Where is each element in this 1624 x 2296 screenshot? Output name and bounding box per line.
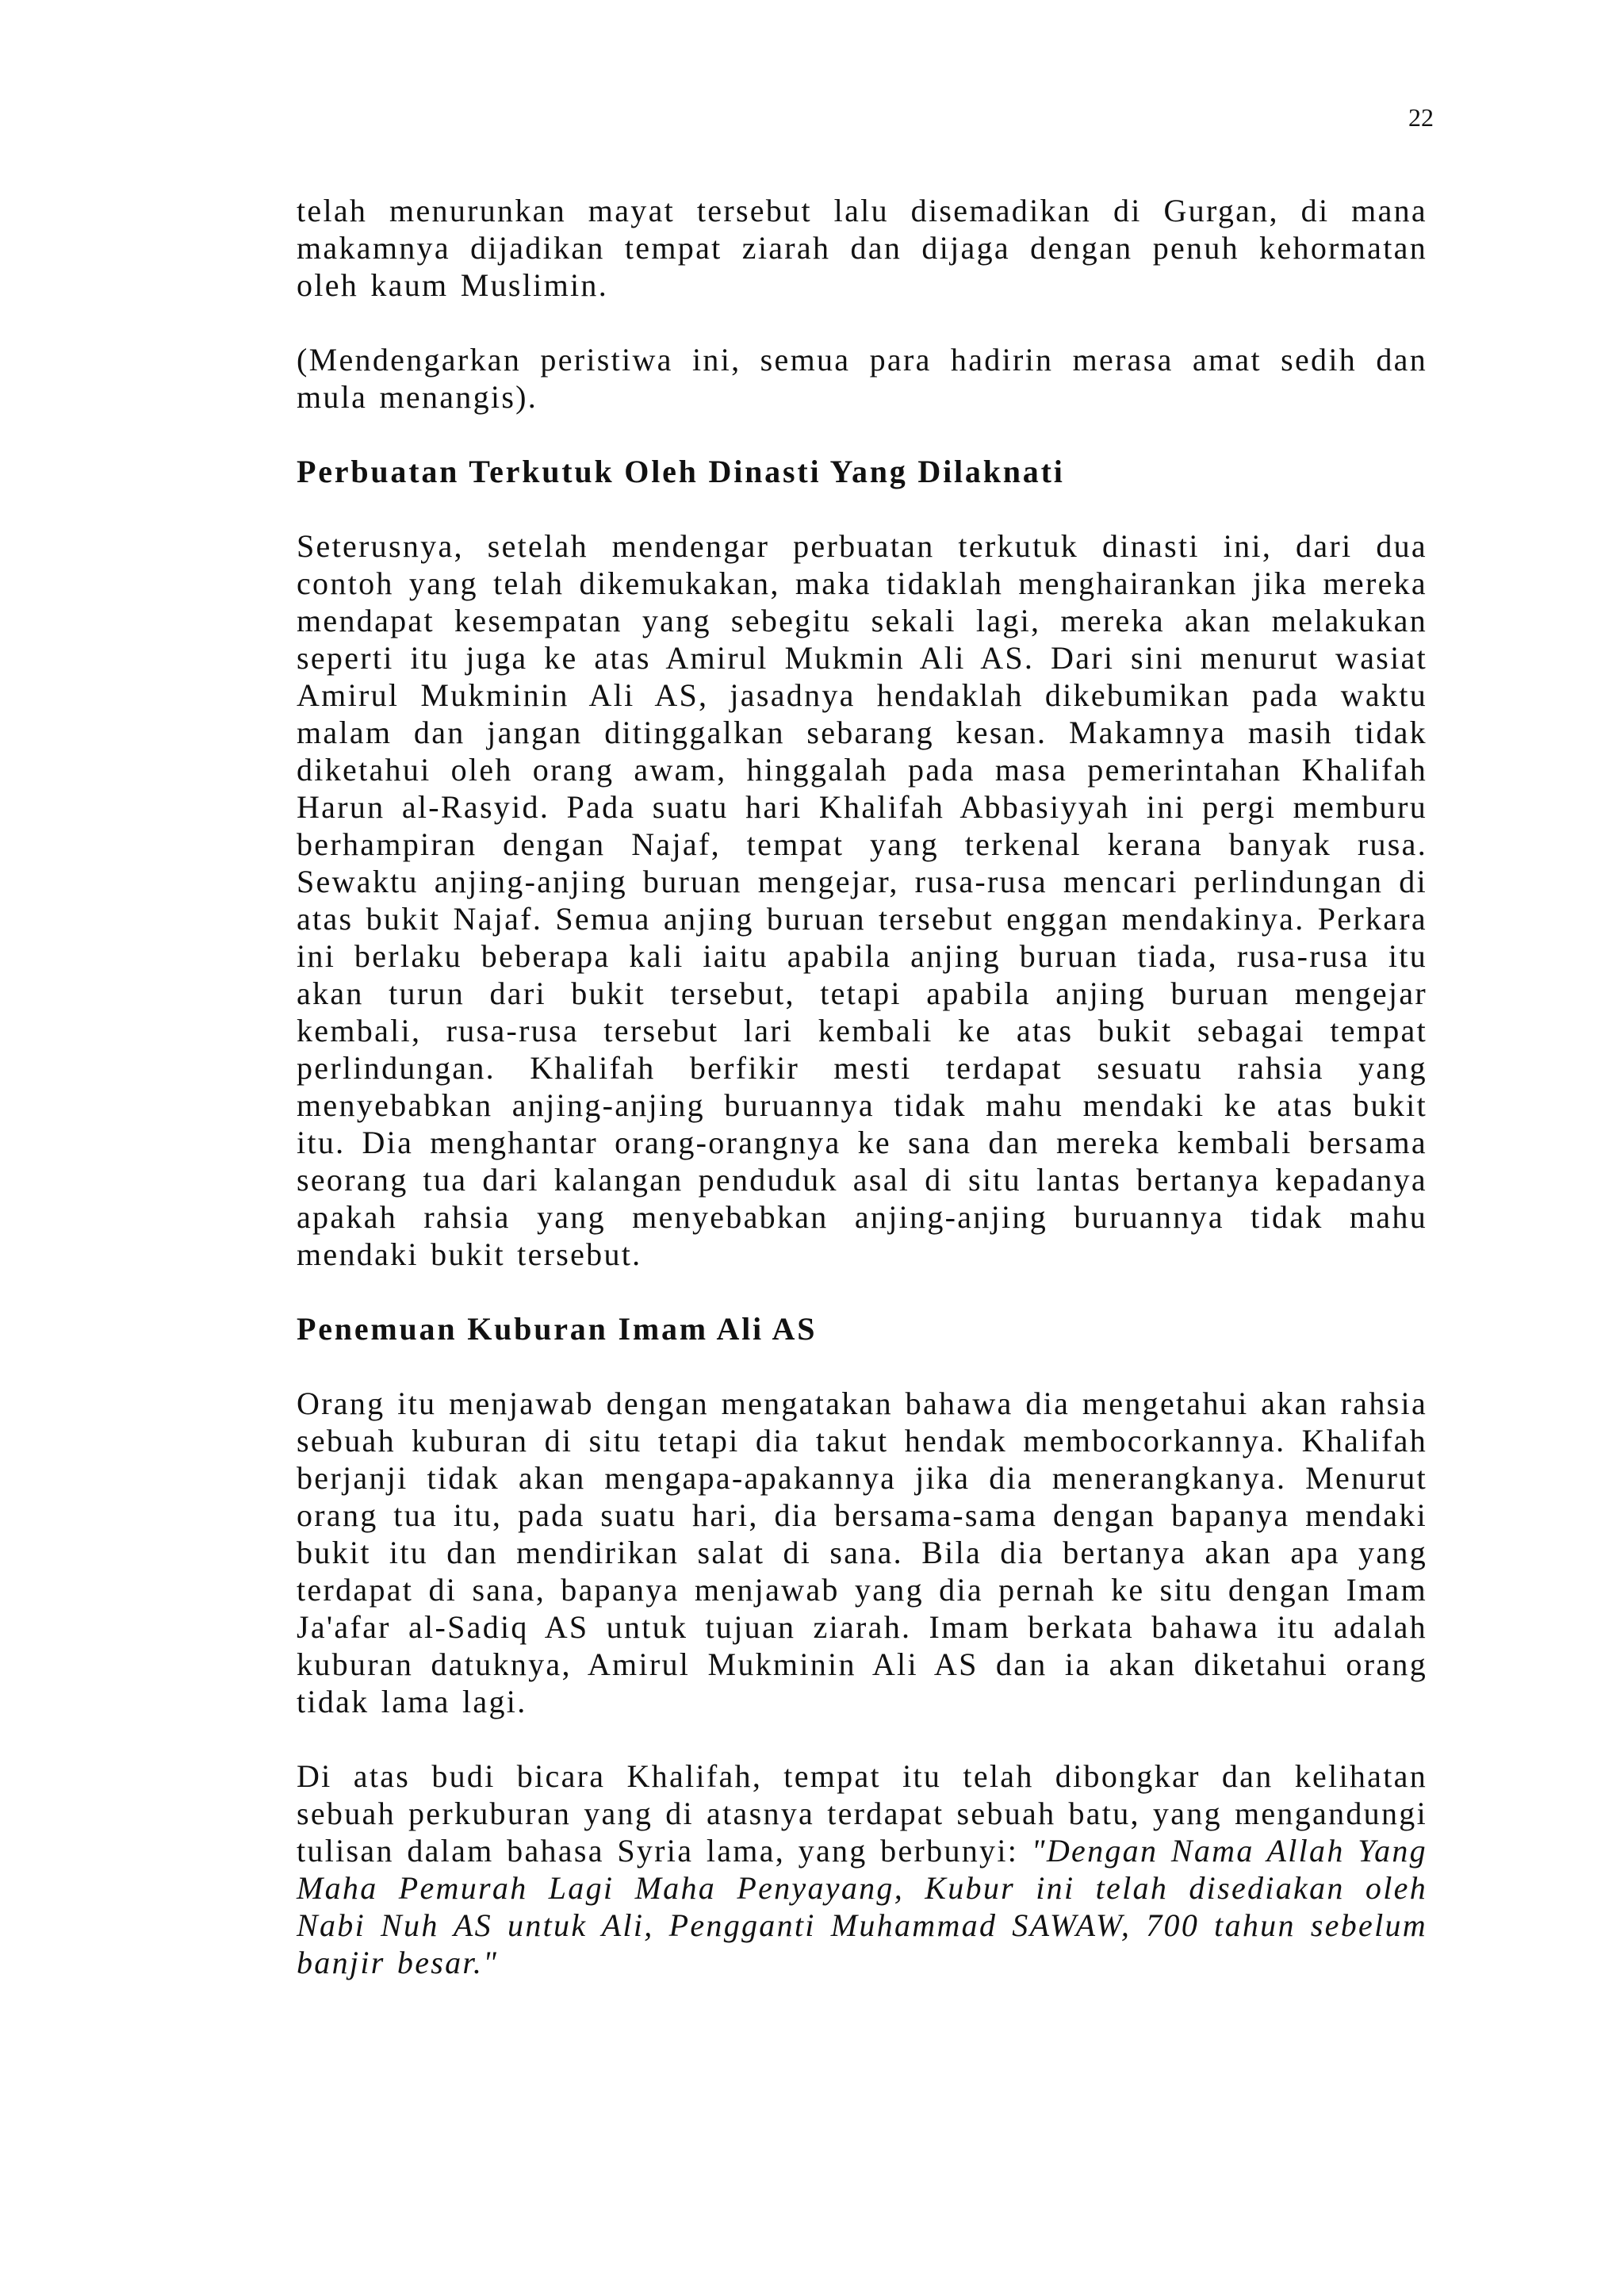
paragraph-burial-gurgan: telah menurunkan mayat tersebut lalu disemadikan di Gurgan, di mana makamnya dijadikan tempat ziarah dan dijaga dengan penuh kehormatan oleh kaum Muslimin. <box>297 193 1427 303</box>
paragraph-audience-reaction: (Mendengarkan peristiwa ini, semua para hadirin merasa amat sedih dan mula menangis). <box>297 342 1427 415</box>
inscription-quote: "Dengan Nama Allah Yang Maha Pemurah Lagi Maha Penyayang, Kubur ini telah disediakan oleh Nabi Nuh AS untuk Ali, Pengganti Muhammad SAWAW, 700 tahun sebelum banjir besar." <box>297 1833 1427 1980</box>
paragraph-najaf-hunt: Seterusnya, setelah mendengar perbuatan terkutuk dinasti ini, dari dua contoh yang telah dikemukakan, maka tidaklah menghairankan jika mereka mendapat kesempatan yang sebegitu sekali lagi, mereka akan melakukan seperti itu juga ke atas Amirul Mukmin Ali AS. Dari sini menurut wasiat Amirul Mukminin Ali AS, jasadnya hendaklah dikebumikan pada waktu malam dan jangan ditinggalkan sebarang kesan. Makamnya masih tidak diketahui oleh orang awam, hinggalah pada masa pemerintahan Khalifah Harun al-Rasyid. Pada suatu hari Khalifah Abbasiyyah ini pergi memburu berhampiran dengan Najaf, tempat yang terkenal kerana banyak rusa. Sewaktu anjing-anjing buruan mengejar, rusa-rusa mencari perlindungan di atas bukit Najaf. Semua anjing buruan tersebut enggan mendakinya. Perkara ini berlaku beberapa kali iaitu apabila anjing buruan tiada, rusa-rusa itu akan turun dari bukit tersebut, tetapi apabila anjing buruan mengejar kembali, rusa-rusa tersebut lari kembali ke atas bukit sebagai tempat perlindungan. Khalifah berfikir mesti terdapat sesuatu rahsia yang menyebabkan anjing-anjing buruannya tidak mahu mendaki ke atas bukit itu. Dia menghantar orang-orangnya ke sana dan mereka kembali bersama seorang tua dari kalangan penduduk asal di situ lantas bertanya kepadanya apakah rahsia yang menyebabkan anjing-anjing buruannya tidak mahu mendaki bukit tersebut. <box>297 528 1427 1272</box>
section-heading-tomb-discovery: Penemuan Kuburan Imam Ali AS <box>297 1311 818 1347</box>
page-content <box>297 192 1427 1981</box>
inscription-intro-text: Di atas budi bicara Khalifah, tempat itu telah dibongkar dan kelihatan sebuah perkuburan yang di atasnya terdapat sebuah batu, yang mengandungi tulisan dalam bahasa Syria lama, yang berbunyi: <box>297 1758 1427 1869</box>
page-number: 22 <box>1408 103 1434 132</box>
paragraph-tomb-inscription <box>297 1757 1427 1981</box>
paragraph-old-man-answer: Orang itu menjawab dengan mengatakan bahawa dia mengetahui akan rahsia sebuah kuburan di situ tetapi dia takut hendak membocorkannya. Khalifah berjanji tidak akan mengapa-apakannya jika dia menerangkanya. Menurut orang tua itu, pada suatu hari, dia bersama-sama dengan bapanya mendaki bukit itu dan mendirikan salat di sana. Bila dia bertanya akan apa yang terdapat di sana, bapanya menjawab yang dia pernah ke situ dengan Imam Ja'afar al-Sadiq AS untuk tujuan ziarah. Imam berkata bahawa itu adalah kuburan datuknya, Amirul Mukminin Ali AS dan ia akan diketahui orang tidak lama lagi. <box>297 1386 1427 1719</box>
section-heading-cursed-deeds: Perbuatan Terkutuk Oleh Dinasti Yang Dilaknati <box>297 454 1065 489</box>
